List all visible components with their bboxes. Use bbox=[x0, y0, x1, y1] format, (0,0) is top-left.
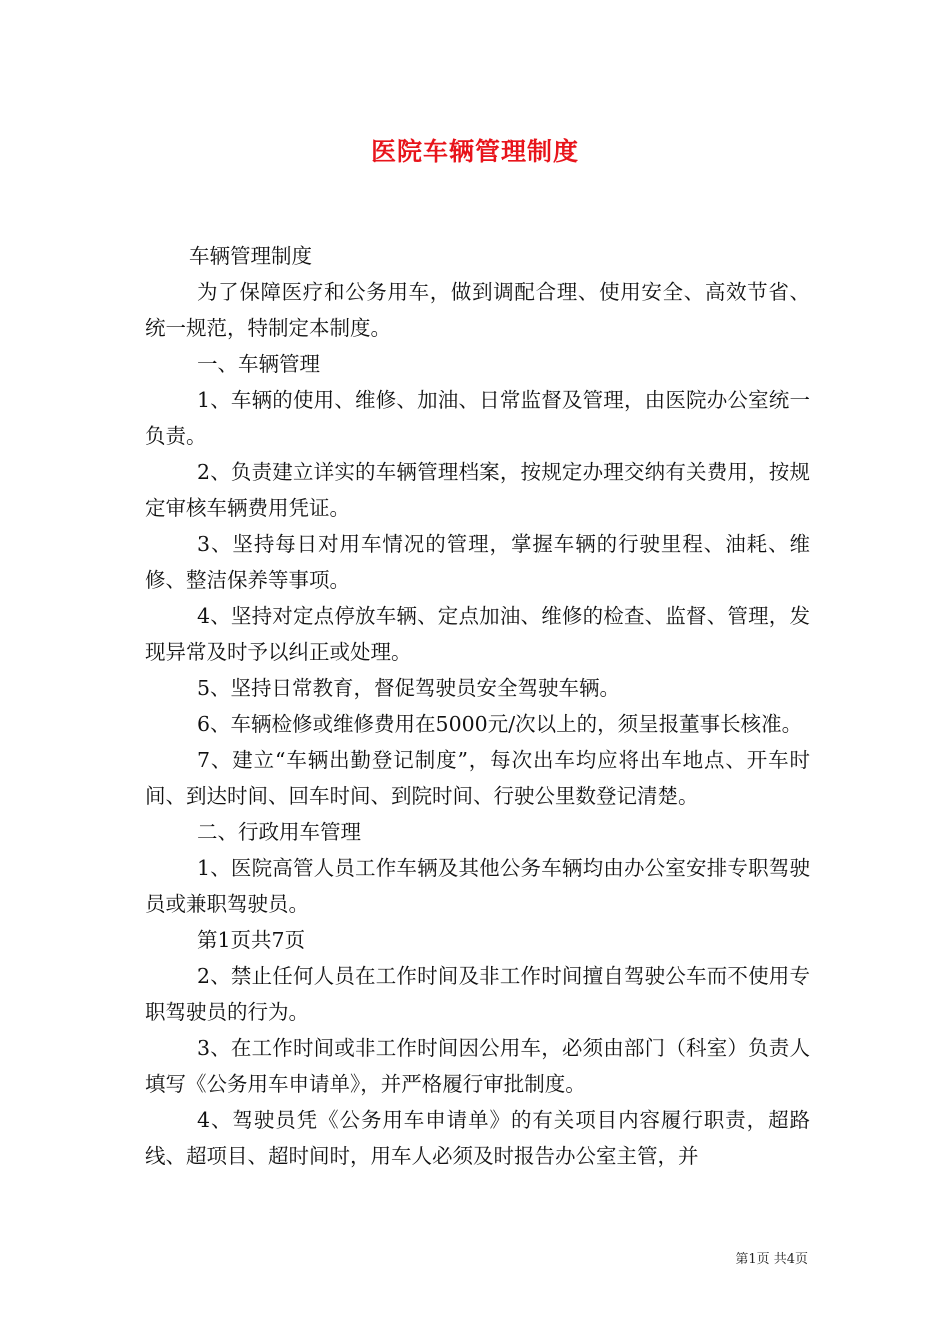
paragraph-item: 5、坚持日常教育，督促驾驶员安全驾驶车辆。 bbox=[197, 676, 621, 700]
paragraph-heading: 车辆管理制度 bbox=[189, 244, 312, 268]
paragraph-item: 3、在工作时间或非工作时间因公用车，必须由部门（科室）负责人填写《公务用车申请单》，并严格履行审批制度。 bbox=[145, 1036, 810, 1096]
section-heading-2: 二、行政用车管理 bbox=[197, 820, 361, 844]
paragraph-intro: 为了保障医疗和公务用车，做到调配合理、使用安全、高效节省、统一规范，特制定本制度。 bbox=[145, 280, 810, 340]
paragraph-item: 7、建立“车辆出勤登记制度”，每次出车均应将出车地点、开车时间、到达时间、回车时间、到院时间、行驶公里数登记清楚。 bbox=[145, 748, 810, 808]
page-footer: 第1页 共4页 bbox=[735, 1252, 808, 1267]
document-body bbox=[145, 238, 810, 1174]
section-heading-1: 一、车辆管理 bbox=[197, 352, 320, 376]
paragraph-item: 2、禁止任何人员在工作时间及非工作时间擅自驾驶公车而不使用专职驾驶员的行为。 bbox=[145, 964, 810, 1024]
paragraph-item: 2、负责建立详实的车辆管理档案，按规定办理交纳有关费用，按规定审核车辆费用凭证。 bbox=[145, 460, 810, 520]
paragraph-item: 6、车辆检修或维修费用在5000元/次以上的，须呈报董事长核准。 bbox=[197, 712, 803, 736]
paragraph-item: 4、驾驶员凭《公务用车申请单》的有关项目内容履行职责，超路线、超项目、超时间时，用车人必须及时报告办公室主管，并 bbox=[145, 1108, 810, 1168]
inline-page-marker: 第1页共7页 bbox=[197, 928, 306, 952]
paragraph-item: 1、车辆的使用、维修、加油、日常监督及管理，由医院办公室统一负责。 bbox=[145, 388, 810, 448]
document-title: 医院车辆管理制度 bbox=[370, 137, 579, 166]
paragraph-item: 1、医院高管人员工作车辆及其他公务车辆均由办公室安排专职驾驶员或兼职驾驶员。 bbox=[145, 856, 810, 916]
paragraph-item: 3、坚持每日对用车情况的管理，掌握车辆的行驶里程、油耗、维修、整洁保养等事项。 bbox=[145, 532, 810, 592]
paragraph-item: 4、坚持对定点停放车辆、定点加油、维修的检查、监督、管理，发现异常及时予以纠正或处理。 bbox=[145, 604, 810, 664]
